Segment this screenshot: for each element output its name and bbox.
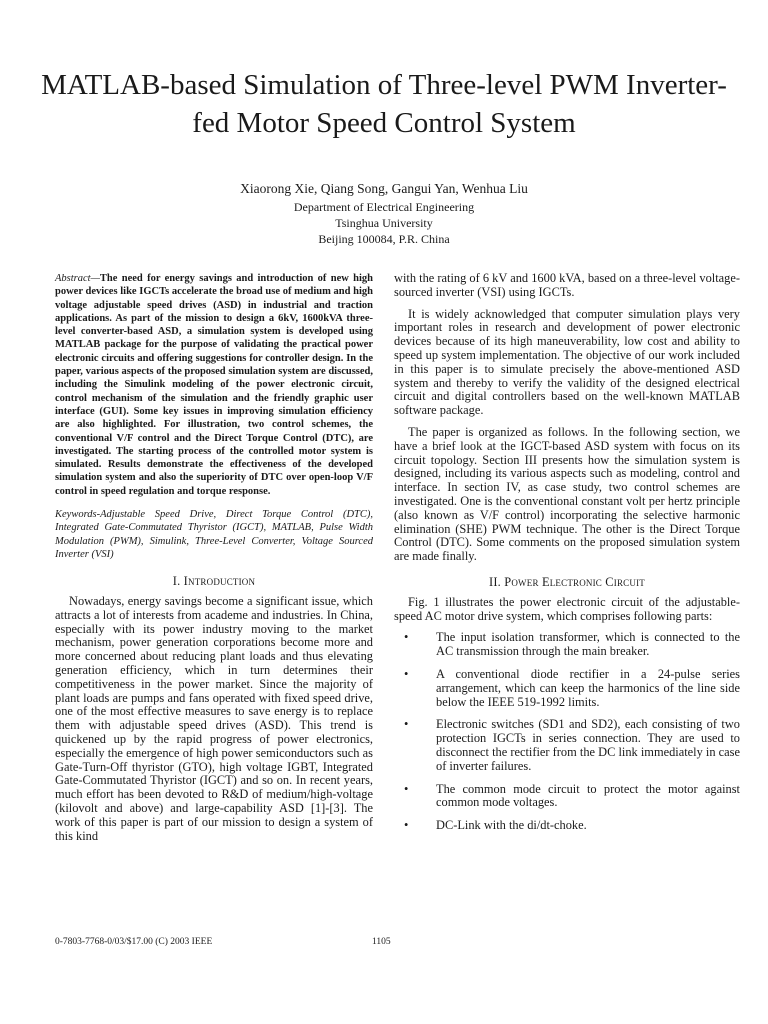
list-item bbox=[394, 668, 740, 709]
abstract-label: Abstract— bbox=[55, 273, 100, 284]
bullet-icon: • bbox=[404, 818, 409, 833]
abstract-text: The need for energy savings and introduction of new high power devices like IGCTs accelerate the broad use of medium and high voltage adjustable speed drives (ASD) in industrial and traction applications. As part of the mission to design a 6kV, 1600kVA three-level converter-based ASD, a simulation system is developed using MATLAB package for the purpose of validating the practical power electronic circuits and offering suggestions for controller design. In the paper, various aspects of the proposed simulation system are discussed, including the Simulink modeling of the power electronic circuit, control mechanism of the simulation and the friendly graphic user interface (GUI). Some key issues in improving simulation efficiency are also highlighted. For illustration, two control schemes, the conventional V/F control and the Direct Torque Control (DTC), are investigated. The starting process of the controlled motor system is simulated. Results demonstrate the effectiveness of the developed simulation system and also the superiority of DTC over open-loop V/F control in speed regulation and torque response. bbox=[55, 273, 373, 497]
bullet-icon: • bbox=[404, 630, 409, 645]
left-column bbox=[55, 272, 373, 851]
affiliation-address: Beijing 100084, P.R. China bbox=[318, 232, 450, 246]
component-list bbox=[394, 631, 740, 833]
right-column bbox=[394, 272, 740, 842]
bullet-icon: • bbox=[404, 781, 409, 796]
author-list: Xiaorong Xie, Qiang Song, Gangui Yan, Wenhua Liu bbox=[240, 181, 528, 196]
intro-continuation: with the rating of 6 kV and 1600 kVA, based on a three-level voltage-sourced inverter (VSI) using IGCTs. bbox=[394, 271, 740, 299]
list-item-text: DC-Link with the di/dt-choke. bbox=[436, 818, 587, 833]
keywords: Keywords-Adjustable Speed Drive, Direct Torque Control (DTC), Integrated Gate-Commutated Thyristor (IGCT), MATLAB, Pulse Width Modulation (PWM), Simulink, Three-Level Converter, Voltage Sourced Inverter (VSI) bbox=[55, 509, 373, 560]
section2-intro: Fig. 1 illustrates the power electronic circuit of the adjustable-speed AC motor drive system, which comprises following parts: bbox=[394, 594, 740, 623]
affiliation-block bbox=[40, 199, 728, 247]
abstract bbox=[55, 272, 373, 498]
page-number: 1105 bbox=[372, 937, 391, 947]
list-item-text: Electronic switches (SD1 and SD2), each consisting of two protection IGCTs in series connection. They are used to disconnect the rectifier from the DC link immediately in case of inverter failures. bbox=[436, 717, 740, 773]
list-item-text: The common mode circuit to protect the motor against common mode voltages. bbox=[436, 781, 740, 810]
section-heading-introduction: I. Introduction bbox=[172, 574, 256, 589]
paper-title: MATLAB-based Simulation of Three-level PWM Inverter-fed Motor Speed Control System bbox=[41, 69, 727, 139]
affiliation-department: Department of Electrical Engineering bbox=[293, 200, 475, 214]
intro-paragraph: The paper is organized as follows. In the following section, we have a brief look at the IGCT-based ASD system with focus on its circuit topology. Section III presents how the simulation system is designed, including its various aspects such as modeling, control and interface. In section IV, as case study, two control schemes are investigated. One is the conventional constant volt per hertz principle (also known as V/F control) incorporating the selective harmonic elimination (SHE) PWM technique. The other is the Direct Torque Control (DTC). Some comments on the proposed simulation system are made finally. bbox=[394, 424, 740, 564]
intro-paragraph: Nowadays, energy savings become a significant issue, which attracts a lot of interests from academe and industries. In China, especially with its power industry moving to the market mechanism, power generation corporations become more and more concerned about reducing plant loads and thus elevating generation efficiency, which in turn determines their competitiveness in the power market. Since the majority of plant loads are pumps and fans operated with fixed speed drive, one of the most effective measures to save energy is to replace them with adjustable speed drives (ASD). This trend is quickened up by the rapid progress of power electronics, especially the emergence of high power semiconductors such as Gate-Turn-Off thyristor (GTO), high voltage IGBT, Integrated Gate-Commutated Thyristor (IGCT) and so on. In recent years, much effort has been devoted to R&D of medium/high-voltage (kilovolt and above) and large-capability ASD [1]-[3]. The work of this paper is part of our mission to design a system of this kind bbox=[55, 594, 373, 843]
list-item-text: The input isolation transformer, which is connected to the AC transmission through the main breaker. bbox=[436, 630, 740, 659]
intro-paragraph: It is widely acknowledged that computer simulation plays very important roles in research and development of power electronic devices because of its high maneuverability, low cost and ability to speed up system implementation. The objective of our work included in this paper is to simulate precisely the above-mentioned ASD system and thereby to verify the validity of the designed electrical circuit and digital controllers based on the well-known MATLAB software package. bbox=[394, 306, 740, 418]
section-heading-power-electronic-circuit: II. Power Electronic Circuit bbox=[489, 574, 645, 589]
bullet-icon: • bbox=[404, 717, 409, 732]
bullet-icon: • bbox=[404, 666, 409, 681]
list-item bbox=[394, 631, 740, 659]
list-item bbox=[394, 819, 740, 833]
copyright-notice: 0-7803-7768-0/03/$17.00 (C) 2003 IEEE bbox=[55, 937, 213, 947]
list-item bbox=[394, 783, 740, 811]
affiliation-university: Tsinghua University bbox=[335, 216, 433, 230]
list-item bbox=[394, 718, 740, 773]
list-item-text: A conventional diode rectifier in a 24-pulse series arrangement, which can keep the harmonics of the line side below the IEEE 519-1992 limits. bbox=[436, 666, 740, 709]
